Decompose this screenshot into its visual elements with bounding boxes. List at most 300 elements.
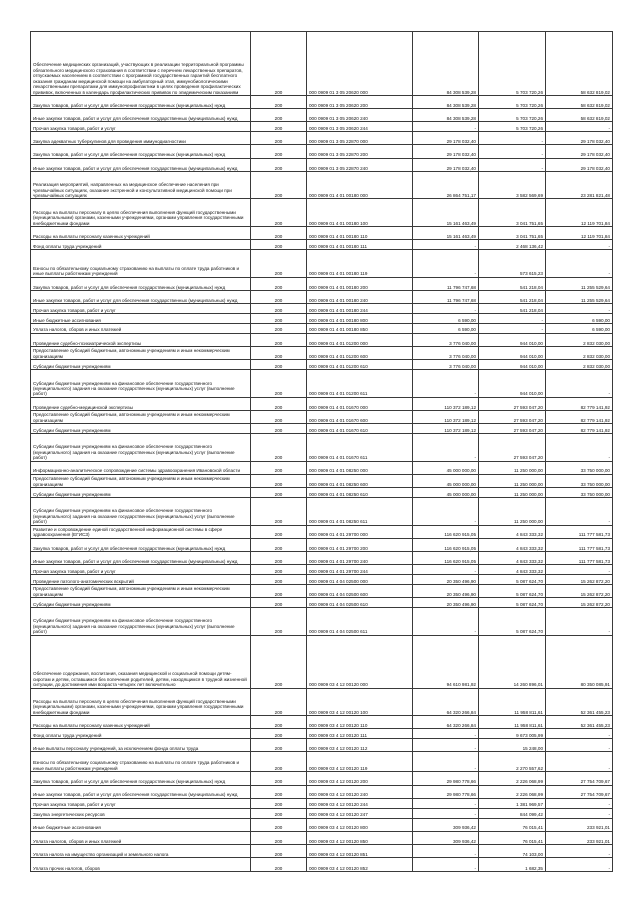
row-approved-amount: 20 350 496,90 xyxy=(413,584,479,597)
row-unexecuted-amount: - xyxy=(546,608,613,636)
table-row xyxy=(31,424,613,434)
row-unexecuted-amount: 11 255 529,64 xyxy=(546,290,613,303)
row-unexecuted-amount: 27 754 709,67 xyxy=(546,785,613,798)
row-executed-amount: - xyxy=(479,323,546,333)
row-budget-code: 000 0909 03 4 12 00120 852 xyxy=(307,858,413,872)
row-approved-amount: - xyxy=(413,752,479,772)
table-row xyxy=(31,818,613,831)
row-budget-code: 000 0909 03 4 12 00120 247 xyxy=(307,808,413,818)
row-budget-code: 000 0909 01 4 04 02500 600 xyxy=(307,584,413,597)
row-executed-amount: 11 250 000,00 xyxy=(479,474,546,487)
row-name: Предоставление субсидий бюджетным, автономным учреждениям и иным некоммерческим организациям xyxy=(31,410,251,423)
row-budget-code: 000 0909 01 4 01 29700 000 xyxy=(307,525,413,538)
row-executed-amount: 944 010,00 xyxy=(479,360,546,370)
row-line-code: 200 xyxy=(251,32,307,96)
row-name: Обеспечение содержания, воспитания, оказания медицинской и социальной помощи детям-сиротам и детям, оставшимся без попечения родителей, детям, находящимся в трудной жизненной ситуации, до достижения ими возраста четырех лет включительно xyxy=(31,635,251,688)
row-executed-amount: 5 087 624,70 xyxy=(479,608,546,636)
row-name: Взносы по обязательному социальному страхованию на выплаты по оплате труда работников и иные выплаты работникам учреждений xyxy=(31,250,251,278)
row-budget-code: 000 0909 01 4 01 00180 110 xyxy=(307,227,413,240)
row-line-code: 200 xyxy=(251,729,307,739)
row-line-code: 200 xyxy=(251,565,307,575)
row-executed-amount: 944 010,00 xyxy=(479,347,546,360)
row-executed-amount: 27 593 047,20 xyxy=(479,424,546,434)
row-name: Расходы на выплаты персоналу казенных учреждений xyxy=(31,227,251,240)
row-name: Субсидии бюджетным учреждениям xyxy=(31,424,251,434)
row-name: Расходы на выплаты персоналу казенных учреждений xyxy=(31,716,251,729)
row-name: Закупка товаров, работ и услуг для обеспечения государственных (муниципальных) нужд xyxy=(31,95,251,108)
row-approved-amount: 45 000 000,00 xyxy=(413,474,479,487)
row-line-code: 200 xyxy=(251,818,307,831)
table-row xyxy=(31,858,613,872)
row-line-code: 200 xyxy=(251,575,307,585)
row-budget-code: 000 0909 01 4 04 02500 610 xyxy=(307,598,413,608)
row-budget-code: 000 0909 03 4 12 00120 000 xyxy=(307,635,413,688)
row-line-code: 200 xyxy=(251,314,307,324)
row-executed-amount: 27 593 047,20 xyxy=(479,397,546,410)
row-line-code: 200 xyxy=(251,333,307,346)
row-name: Иные закупки товаров, работ и услуг для обеспечения государственных (муниципальных) нужд xyxy=(31,109,251,122)
row-approved-amount: 26 864 751,17 xyxy=(413,171,479,199)
row-budget-code: 000 0909 01 4 01 29700 240 xyxy=(307,551,413,564)
row-unexecuted-amount: - xyxy=(546,250,613,278)
row-line-code: 200 xyxy=(251,277,307,290)
row-executed-amount: 11 250 000,00 xyxy=(479,461,546,474)
row-budget-code: 000 0909 01 4 01 01200 611 xyxy=(307,370,413,398)
row-unexecuted-amount: - xyxy=(546,798,613,808)
row-line-code: 200 xyxy=(251,716,307,729)
row-unexecuted-amount: 82 779 141,92 xyxy=(546,410,613,423)
row-name: Прочая закупка товаров, работ и услуг xyxy=(31,304,251,314)
row-unexecuted-amount: 6 590,00 xyxy=(546,323,613,333)
table-row xyxy=(31,199,613,227)
row-approved-amount: 110 372 189,12 xyxy=(413,424,479,434)
row-approved-amount: 84 308 539,28 xyxy=(413,109,479,122)
row-name: Информационно-аналитическое сопровождение системы здравоохранения Ивановской области xyxy=(31,461,251,474)
row-line-code: 200 xyxy=(251,132,307,145)
row-budget-code: 000 0909 01 4 01 01670 000 xyxy=(307,397,413,410)
row-executed-amount: 2 468 136,42 xyxy=(479,240,546,250)
row-unexecuted-amount: 233 921,01 xyxy=(546,831,613,844)
row-line-code: 200 xyxy=(251,525,307,538)
row-line-code: 200 xyxy=(251,370,307,398)
table-row xyxy=(31,250,613,278)
row-name: Субсидии бюджетным учреждениям на финансовое обеспечение государственного (муниципального) задания на оказание государственных (муниципальных) услуг (выполнение работ) xyxy=(31,434,251,462)
row-approved-amount: 11 796 747,68 xyxy=(413,277,479,290)
row-executed-amount: 3 041 751,65 xyxy=(479,199,546,227)
row-unexecuted-amount: 33 750 000,00 xyxy=(546,474,613,487)
row-budget-code: 000 0909 01 3 05 20620 200 xyxy=(307,95,413,108)
row-executed-amount: 2 270 557,62 xyxy=(479,752,546,772)
row-unexecuted-amount: - xyxy=(546,434,613,462)
row-line-code: 200 xyxy=(251,772,307,785)
row-budget-code: 000 0909 01 4 01 00180 850 xyxy=(307,323,413,333)
row-budget-code: 000 0909 01 4 01 01200 600 xyxy=(307,347,413,360)
row-budget-code: 000 0909 01 4 01 01200 610 xyxy=(307,360,413,370)
row-line-code: 200 xyxy=(251,844,307,857)
row-line-code: 200 xyxy=(251,808,307,818)
table-row xyxy=(31,290,613,303)
row-budget-code: 000 0909 01 3 05 20620 240 xyxy=(307,109,413,122)
row-approved-amount: 116 620 915,05 xyxy=(413,551,479,564)
row-executed-amount: 573 615,23 xyxy=(479,250,546,278)
row-approved-amount: 6 590,00 xyxy=(413,314,479,324)
table-row xyxy=(31,122,613,132)
row-approved-amount: 3 776 040,00 xyxy=(413,347,479,360)
row-name: Закупка товаров, работ и услуг для обеспечения государственных (муниципальных) нужд xyxy=(31,145,251,158)
row-name: Иные закупки товаров, работ и услуг для обеспечения государственных (муниципальных) нужд xyxy=(31,158,251,171)
row-budget-code: 000 0909 01 4 01 00180 100 xyxy=(307,199,413,227)
row-budget-code: 000 0909 03 4 12 00120 851 xyxy=(307,844,413,857)
table-row xyxy=(31,831,613,844)
table-row xyxy=(31,752,613,772)
row-budget-code: 000 0909 03 4 12 00120 800 xyxy=(307,818,413,831)
row-name: Реализация мероприятий, направленных на медицинское обеспечение населения при чрезвычайных ситуациях, оказание экстренной и консультативной медицинской помощи при чрезвычайных ситуациях xyxy=(31,171,251,199)
row-line-code: 200 xyxy=(251,497,307,525)
row-name: Иные закупки товаров, работ и услуг для обеспечения государственных (муниципальных) нужд xyxy=(31,290,251,303)
row-approved-amount: 309 936,42 xyxy=(413,831,479,844)
row-executed-amount: 27 593 047,20 xyxy=(479,410,546,423)
row-executed-amount: 5 087 624,70 xyxy=(479,598,546,608)
row-approved-amount: 29 980 778,66 xyxy=(413,785,479,798)
row-name: Взносы по обязательному социальному страхованию на выплаты по оплате труда работников и иные выплаты работникам учреждений xyxy=(31,752,251,772)
row-executed-amount: 541 218,04 xyxy=(479,290,546,303)
table-row xyxy=(31,333,613,346)
row-unexecuted-amount: 12 119 701,84 xyxy=(546,227,613,240)
row-executed-amount: 9 673 005,99 xyxy=(479,729,546,739)
row-budget-code: 000 0909 01 3 05 22870 240 xyxy=(307,158,413,171)
row-approved-amount: 64 320 266,84 xyxy=(413,716,479,729)
budget-report-page xyxy=(30,31,612,872)
row-name: Закупка товаров, работ и услуг для обеспечения государственных (муниципальных) нужд xyxy=(31,277,251,290)
table-row xyxy=(31,474,613,487)
row-budget-code: 000 0909 01 4 04 02500 611 xyxy=(307,608,413,636)
row-name: Субсидии бюджетным учреждениям на финансовое обеспечение государственного (муниципального) задания на оказание государственных (муниципальных) услуг (выполнение работ) xyxy=(31,370,251,398)
row-approved-amount: 29 178 032,40 xyxy=(413,158,479,171)
table-row xyxy=(31,584,613,597)
row-unexecuted-amount: 33 750 000,00 xyxy=(546,461,613,474)
row-executed-amount: 5 703 720,26 xyxy=(479,109,546,122)
row-budget-code: 000 0909 01 4 01 08250 600 xyxy=(307,474,413,487)
row-line-code: 200 xyxy=(251,240,307,250)
row-line-code: 200 xyxy=(251,608,307,636)
row-name: Иные бюджетные ассигнования xyxy=(31,314,251,324)
row-name: Предоставление субсидий бюджетным, автономным учреждениям и иным некоммерческим организациям xyxy=(31,474,251,487)
row-unexecuted-amount: 233 921,01 xyxy=(546,818,613,831)
row-approved-amount: - xyxy=(413,250,479,278)
row-executed-amount: 27 593 047,20 xyxy=(479,434,546,462)
table-row xyxy=(31,304,613,314)
row-name: Закупка адекватных туберкулинов для проведения иммунодиагностики xyxy=(31,132,251,145)
row-approved-amount: 29 980 778,66 xyxy=(413,772,479,785)
table-row xyxy=(31,323,613,333)
row-name: Предоставление субсидий бюджетным, автономным учреждениям и иным некоммерческим организациям xyxy=(31,584,251,597)
row-name: Субсидии бюджетным учреждениям xyxy=(31,598,251,608)
row-approved-amount: - xyxy=(413,565,479,575)
row-name: Расходы на выплаты персоналу в целях обеспечения выполнения функций государственными (муниципальными) органами, казенными учреждениями, органами управления государственными внебюджетными фондами xyxy=(31,688,251,716)
table-row xyxy=(31,716,613,729)
row-budget-code: 000 0909 03 4 12 00120 200 xyxy=(307,772,413,785)
table-row xyxy=(31,525,613,538)
row-unexecuted-amount: 27 754 709,67 xyxy=(546,772,613,785)
row-budget-code: 000 0909 01 4 01 08250 610 xyxy=(307,488,413,498)
row-line-code: 200 xyxy=(251,290,307,303)
row-executed-amount: 11 250 000,00 xyxy=(479,497,546,525)
row-budget-code: 000 0909 01 4 01 00180 200 xyxy=(307,277,413,290)
row-name: Фонд оплаты труда учреждений xyxy=(31,729,251,739)
table-body xyxy=(31,32,613,872)
row-line-code: 200 xyxy=(251,474,307,487)
row-unexecuted-amount: - xyxy=(546,739,613,752)
row-budget-code: 000 0909 01 4 01 08250 000 xyxy=(307,461,413,474)
table-row xyxy=(31,32,613,96)
row-line-code: 200 xyxy=(251,250,307,278)
row-line-code: 200 xyxy=(251,739,307,752)
table-row xyxy=(31,461,613,474)
row-name: Закупка товаров, работ и услуг для обеспечения государственных (муниципальных) нужд xyxy=(31,772,251,785)
row-line-code: 200 xyxy=(251,488,307,498)
row-budget-code: 000 0909 01 4 01 01670 611 xyxy=(307,434,413,462)
row-unexecuted-amount: - xyxy=(546,858,613,872)
row-budget-code: 000 0909 01 4 01 08250 611 xyxy=(307,497,413,525)
row-budget-code: 000 0909 01 4 01 29700 244 xyxy=(307,565,413,575)
row-approved-amount: 309 936,42 xyxy=(413,818,479,831)
row-unexecuted-amount: 2 832 030,00 xyxy=(546,347,613,360)
row-executed-amount: - xyxy=(479,132,546,145)
row-executed-amount: 2 226 068,99 xyxy=(479,785,546,798)
row-line-code: 200 xyxy=(251,551,307,564)
row-budget-code: 000 0909 03 4 12 00120 119 xyxy=(307,752,413,772)
row-name: Проведение судебно-психиатрической экспертизы xyxy=(31,333,251,346)
row-unexecuted-amount: 58 632 819,02 xyxy=(546,109,613,122)
row-budget-code: 000 0909 01 4 01 01200 000 xyxy=(307,333,413,346)
row-approved-amount: - xyxy=(413,729,479,739)
row-executed-amount: 5 703 720,26 xyxy=(479,95,546,108)
row-executed-amount: 1 682,35 xyxy=(479,858,546,872)
row-approved-amount: - xyxy=(413,608,479,636)
row-unexecuted-amount: 2 832 030,00 xyxy=(546,360,613,370)
row-executed-amount: 11 250 000,00 xyxy=(479,488,546,498)
row-approved-amount: - xyxy=(413,497,479,525)
table-row xyxy=(31,551,613,564)
table-row xyxy=(31,95,613,108)
table-row xyxy=(31,171,613,199)
row-line-code: 200 xyxy=(251,199,307,227)
row-line-code: 200 xyxy=(251,688,307,716)
row-line-code: 200 xyxy=(251,122,307,132)
row-executed-amount: 5 087 624,70 xyxy=(479,584,546,597)
row-approved-amount: 6 590,00 xyxy=(413,323,479,333)
row-approved-amount: - xyxy=(413,808,479,818)
row-unexecuted-amount: 111 777 581,73 xyxy=(546,538,613,551)
row-name: Фонд оплаты труда учреждений xyxy=(31,240,251,250)
row-executed-amount: 5 703 720,26 xyxy=(479,32,546,96)
row-name: Расходы на выплаты персоналу в целях обеспечения выполнения функций государственными (муниципальными) органами, казенными учреждениями, органами управления государственными внебюджетными фондами xyxy=(31,199,251,227)
row-line-code: 200 xyxy=(251,95,307,108)
row-name: Предоставление субсидий бюджетным, автономным учреждениям и иным некоммерческим организациям xyxy=(31,347,251,360)
row-name: Иные закупки товаров, работ и услуг для обеспечения государственных (муниципальных) нужд xyxy=(31,551,251,564)
table-row xyxy=(31,575,613,585)
row-approved-amount: 20 350 496,90 xyxy=(413,598,479,608)
table-row xyxy=(31,314,613,324)
row-executed-amount: 11 958 811,61 xyxy=(479,688,546,716)
row-name: Субсидии бюджетным учреждениям на финансовое обеспечение государственного (муниципального) задания на оказание государственных (муниципальных) услуг (выполнение работ) xyxy=(31,497,251,525)
row-line-code: 200 xyxy=(251,397,307,410)
row-name: Проведение патолого-анатомических вскрытий xyxy=(31,575,251,585)
table-row xyxy=(31,798,613,808)
table-row xyxy=(31,635,613,688)
row-unexecuted-amount: 15 262 872,20 xyxy=(546,575,613,585)
row-name: Иные закупки товаров, работ и услуг для обеспечения государственных (муниципальных) нужд xyxy=(31,785,251,798)
row-executed-amount: 11 958 811,61 xyxy=(479,716,546,729)
row-unexecuted-amount: 15 262 872,20 xyxy=(546,584,613,597)
row-line-code: 200 xyxy=(251,434,307,462)
row-line-code: 200 xyxy=(251,227,307,240)
row-budget-code: 000 0909 01 3 05 20620 000 xyxy=(307,32,413,96)
row-approved-amount: 64 320 266,84 xyxy=(413,688,479,716)
row-line-code: 200 xyxy=(251,858,307,872)
row-unexecuted-amount: 58 632 819,02 xyxy=(546,32,613,96)
row-unexecuted-amount: - xyxy=(546,304,613,314)
row-executed-amount: 4 843 333,32 xyxy=(479,525,546,538)
row-unexecuted-amount: 12 119 701,84 xyxy=(546,199,613,227)
row-approved-amount: 45 000 000,00 xyxy=(413,461,479,474)
table-row xyxy=(31,347,613,360)
row-name: Субсидии бюджетным учреждениям на финансовое обеспечение государственного (муниципального) задания на оказание государственных (муниципальных) услуг (выполнение работ) xyxy=(31,608,251,636)
row-unexecuted-amount: - xyxy=(546,122,613,132)
row-approved-amount: 29 178 032,40 xyxy=(413,132,479,145)
row-line-code: 200 xyxy=(251,304,307,314)
table-row xyxy=(31,132,613,145)
row-name: Уплата налогов, сборов и иных платежей xyxy=(31,323,251,333)
row-unexecuted-amount: 11 255 529,64 xyxy=(546,277,613,290)
row-line-code: 200 xyxy=(251,323,307,333)
table-row xyxy=(31,844,613,857)
row-executed-amount: 15 248,00 xyxy=(479,739,546,752)
row-approved-amount: - xyxy=(413,798,479,808)
row-line-code: 200 xyxy=(251,360,307,370)
table-row xyxy=(31,277,613,290)
row-approved-amount: - xyxy=(413,844,479,857)
row-approved-amount: 84 308 539,28 xyxy=(413,32,479,96)
row-approved-amount: 116 620 915,05 xyxy=(413,538,479,551)
table-row xyxy=(31,240,613,250)
row-approved-amount: - xyxy=(413,370,479,398)
row-unexecuted-amount: 111 777 581,73 xyxy=(546,525,613,538)
row-name: Иные выплаты персоналу учреждений, за исключением фонда оплаты труда xyxy=(31,739,251,752)
row-line-code: 200 xyxy=(251,347,307,360)
row-budget-code: 000 0909 01 4 01 01670 610 xyxy=(307,424,413,434)
row-unexecuted-amount: 33 750 000,00 xyxy=(546,488,613,498)
row-unexecuted-amount: 29 178 032,40 xyxy=(546,145,613,158)
row-line-code: 200 xyxy=(251,461,307,474)
row-executed-amount: 74 103,00 xyxy=(479,844,546,857)
row-approved-amount: 116 620 915,05 xyxy=(413,525,479,538)
row-unexecuted-amount: - xyxy=(546,729,613,739)
row-name: Иные бюджетные ассигнования xyxy=(31,818,251,831)
row-name: Субсидии бюджетным учреждениям xyxy=(31,488,251,498)
row-line-code: 200 xyxy=(251,109,307,122)
row-unexecuted-amount: - xyxy=(546,240,613,250)
row-budget-code: 000 0909 03 4 12 00120 111 xyxy=(307,729,413,739)
row-executed-amount: 944 010,00 xyxy=(479,370,546,398)
row-name: Субсидии бюджетным учреждениям xyxy=(31,360,251,370)
table-row xyxy=(31,227,613,240)
row-budget-code: 000 0909 01 4 01 00180 000 xyxy=(307,171,413,199)
row-unexecuted-amount: 52 361 455,23 xyxy=(546,716,613,729)
row-budget-code: 000 0909 01 4 01 00180 800 xyxy=(307,314,413,324)
row-approved-amount: 3 776 040,00 xyxy=(413,360,479,370)
row-name: Закупка энергетических ресурсов xyxy=(31,808,251,818)
row-budget-code: 000 0909 01 3 05 22870 000 xyxy=(307,132,413,145)
row-approved-amount: 29 178 032,40 xyxy=(413,145,479,158)
row-approved-amount: - xyxy=(413,739,479,752)
row-name: Прочая закупка товаров, работ и услуг xyxy=(31,565,251,575)
row-executed-amount: 3 582 569,69 xyxy=(479,171,546,199)
row-unexecuted-amount: - xyxy=(546,844,613,857)
row-unexecuted-amount: - xyxy=(546,565,613,575)
row-executed-amount: 5 703 720,26 xyxy=(479,122,546,132)
row-approved-amount: 84 308 539,28 xyxy=(413,95,479,108)
row-unexecuted-amount: 6 590,00 xyxy=(546,314,613,324)
row-budget-code: 000 0909 01 4 01 00180 111 xyxy=(307,240,413,250)
row-line-code: 200 xyxy=(251,584,307,597)
row-name: Закупка товаров, работ и услуг для обеспечения государственных (муниципальных) нужд xyxy=(31,538,251,551)
row-budget-code: 000 0909 01 3 05 22870 200 xyxy=(307,145,413,158)
row-executed-amount: 2 226 068,99 xyxy=(479,772,546,785)
row-unexecuted-amount: - xyxy=(546,497,613,525)
row-approved-amount: - xyxy=(413,304,479,314)
row-unexecuted-amount: 80 350 085,91 xyxy=(546,635,613,688)
row-line-code: 200 xyxy=(251,798,307,808)
row-budget-code: 000 0909 03 4 12 00120 240 xyxy=(307,785,413,798)
row-approved-amount: 45 000 000,00 xyxy=(413,488,479,498)
row-executed-amount: 14 260 896,01 xyxy=(479,635,546,688)
table-row xyxy=(31,434,613,462)
row-budget-code: 000 0909 03 4 12 00120 110 xyxy=(307,716,413,729)
row-executed-amount: 844 099,42 xyxy=(479,808,546,818)
row-line-code: 200 xyxy=(251,538,307,551)
row-unexecuted-amount: 82 779 141,92 xyxy=(546,424,613,434)
row-executed-amount: 541 218,04 xyxy=(479,277,546,290)
table-row xyxy=(31,565,613,575)
table-row xyxy=(31,109,613,122)
row-unexecuted-amount: 2 832 030,00 xyxy=(546,333,613,346)
table-row xyxy=(31,538,613,551)
table-row xyxy=(31,688,613,716)
row-approved-amount: 94 610 981,92 xyxy=(413,635,479,688)
row-executed-amount: 3 041 751,65 xyxy=(479,227,546,240)
row-approved-amount: 110 372 189,12 xyxy=(413,397,479,410)
row-budget-code: 000 0909 01 4 01 00180 240 xyxy=(307,290,413,303)
table-row xyxy=(31,739,613,752)
row-name: Обеспечение медицинских организаций, участвующих в реализации территориальной программы обязательного медицинского страхования в соответствии с перечнем лекарственных препаратов, отпускаемых населением в соответствии с программой государственных гарантий бесплатного оказания гражданам медицинской помощи на амбулаторный этап, иммунобиологическими лекарственными препаратами для иммунопрофилактики в целях проведения профилактических прививок, включенных в календарь профилактических прививок по эпидемическим показаниям xyxy=(31,32,251,96)
row-line-code: 200 xyxy=(251,424,307,434)
row-executed-amount: - xyxy=(479,158,546,171)
row-name: Прочая закупка товаров, работ и услуг xyxy=(31,798,251,808)
table-row xyxy=(31,729,613,739)
row-approved-amount: 15 161 463,49 xyxy=(413,199,479,227)
row-budget-code: 000 0909 03 4 12 00120 244 xyxy=(307,798,413,808)
row-budget-code: 000 0909 01 3 05 20620 244 xyxy=(307,122,413,132)
row-unexecuted-amount: 15 262 872,20 xyxy=(546,598,613,608)
row-line-code: 200 xyxy=(251,158,307,171)
row-executed-amount: 4 843 333,32 xyxy=(479,538,546,551)
row-line-code: 200 xyxy=(251,752,307,772)
row-unexecuted-amount: 29 178 032,40 xyxy=(546,132,613,145)
row-line-code: 200 xyxy=(251,145,307,158)
row-budget-code: 000 0909 01 4 04 02500 000 xyxy=(307,575,413,585)
row-line-code: 200 xyxy=(251,785,307,798)
